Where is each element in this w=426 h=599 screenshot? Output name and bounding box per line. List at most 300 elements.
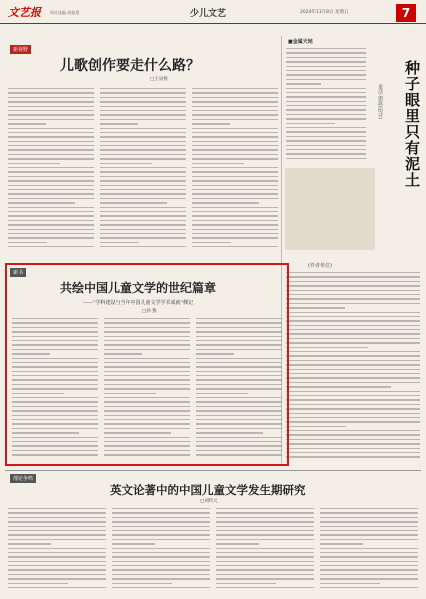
text-line xyxy=(286,153,366,154)
text-line xyxy=(104,349,190,350)
text-line xyxy=(196,423,282,424)
text-line xyxy=(8,202,75,203)
text-line xyxy=(196,428,282,429)
text-line xyxy=(192,114,278,115)
text-line xyxy=(104,384,190,385)
text-line xyxy=(196,318,282,319)
text-line xyxy=(112,534,210,535)
text-line xyxy=(8,193,94,194)
text-line xyxy=(286,382,420,383)
text-line xyxy=(286,320,420,321)
text-line xyxy=(12,327,98,328)
text-line xyxy=(8,548,106,549)
text-line xyxy=(286,338,420,339)
text-line xyxy=(286,131,366,132)
text-line xyxy=(192,185,278,186)
text-line xyxy=(196,419,282,420)
text-line xyxy=(100,185,186,186)
text-line xyxy=(104,379,190,380)
text-line xyxy=(112,521,210,522)
text-line xyxy=(104,353,142,354)
text-line xyxy=(192,145,278,146)
text-line xyxy=(104,428,190,429)
text-line xyxy=(100,110,186,111)
text-line xyxy=(286,114,366,115)
text-line xyxy=(192,202,259,203)
text-line xyxy=(112,548,210,549)
text-line xyxy=(8,556,106,557)
text-line xyxy=(320,512,418,513)
text-line xyxy=(196,336,282,337)
text-line xyxy=(320,521,418,522)
text-line xyxy=(8,565,106,566)
text-line xyxy=(112,543,155,544)
text-line xyxy=(104,327,190,328)
text-line xyxy=(8,123,46,124)
text-line xyxy=(196,437,282,438)
text-line xyxy=(100,106,186,107)
text-line xyxy=(286,145,366,146)
text-line xyxy=(12,441,98,442)
text-line xyxy=(286,426,346,427)
text-line xyxy=(12,340,98,341)
text-line xyxy=(12,322,98,323)
text-line xyxy=(192,88,278,89)
text-line xyxy=(196,366,282,367)
text-line xyxy=(8,211,94,212)
text-line xyxy=(8,128,94,129)
text-line xyxy=(100,224,186,225)
sidebar-tag: ■金属天地 xyxy=(288,39,313,45)
text-line xyxy=(196,331,282,332)
text-line xyxy=(104,441,190,442)
text-line xyxy=(286,316,420,317)
text-line xyxy=(196,384,282,385)
text-line xyxy=(100,154,186,155)
text-line xyxy=(8,198,94,199)
text-line xyxy=(196,410,282,411)
text-line xyxy=(286,439,420,440)
text-line xyxy=(8,189,94,190)
text-line xyxy=(286,105,366,106)
text-line xyxy=(216,565,314,566)
text-line xyxy=(8,583,68,584)
text-line xyxy=(104,336,190,337)
text-line xyxy=(8,92,94,93)
text-line xyxy=(216,556,314,557)
text-line xyxy=(8,154,94,155)
article1-byline: □王泉根 xyxy=(150,77,168,82)
text-line xyxy=(8,508,106,509)
text-line xyxy=(216,543,259,544)
text-line xyxy=(320,583,380,584)
text-line xyxy=(12,445,98,446)
text-line xyxy=(100,198,186,199)
text-line xyxy=(12,349,98,350)
text-line xyxy=(12,358,98,359)
text-line xyxy=(104,344,190,345)
text-line xyxy=(196,432,263,433)
text-line xyxy=(104,410,190,411)
article3-headline: 英文论著中的中国儿童文学发生期研究 xyxy=(110,483,306,497)
text-line xyxy=(12,419,98,420)
text-line xyxy=(192,171,278,172)
text-line xyxy=(286,456,420,457)
feature-column-1 xyxy=(12,318,98,460)
text-line xyxy=(12,428,98,429)
text-line xyxy=(100,246,186,247)
text-line xyxy=(286,408,420,409)
text-line xyxy=(112,539,210,540)
text-line xyxy=(112,583,172,584)
text-line xyxy=(8,237,94,238)
text-line xyxy=(100,202,167,203)
text-line xyxy=(100,97,186,98)
text-line xyxy=(196,349,282,350)
feature-tag: 新书 xyxy=(10,268,26,277)
text-line xyxy=(8,578,106,579)
text-line xyxy=(192,242,231,243)
text-line xyxy=(216,526,314,527)
text-line xyxy=(286,303,420,304)
sidebar-text-top xyxy=(286,48,366,163)
text-line xyxy=(286,298,420,299)
text-line xyxy=(216,539,314,540)
text-line xyxy=(12,318,98,319)
text-line xyxy=(196,353,234,354)
text-line xyxy=(8,534,106,535)
text-line xyxy=(286,342,420,343)
text-line xyxy=(320,539,418,540)
text-line xyxy=(286,83,321,84)
text-line xyxy=(12,371,98,372)
text-line xyxy=(8,136,94,137)
text-line xyxy=(100,189,186,190)
text-line xyxy=(286,430,420,431)
text-line xyxy=(12,415,98,416)
text-line xyxy=(196,322,282,323)
text-line xyxy=(112,512,210,513)
poem-caption: (作者单位) xyxy=(308,263,332,269)
text-line xyxy=(286,92,366,93)
text-line xyxy=(196,401,282,402)
text-line xyxy=(8,171,94,172)
text-line xyxy=(112,578,210,579)
text-line xyxy=(286,391,420,392)
text-line xyxy=(196,445,282,446)
text-line xyxy=(8,246,94,247)
text-line xyxy=(104,415,190,416)
text-line xyxy=(8,185,94,186)
text-line xyxy=(100,136,186,137)
text-line xyxy=(286,413,420,414)
text-line xyxy=(104,340,190,341)
text-line xyxy=(8,512,106,513)
article3-column-3 xyxy=(216,508,314,594)
logo-subtitle: 周社选编 周报道 xyxy=(50,10,80,15)
text-line xyxy=(286,399,420,400)
text-line xyxy=(112,526,210,527)
text-line xyxy=(100,149,186,150)
poem-box xyxy=(285,168,375,250)
text-line xyxy=(196,397,282,398)
text-line xyxy=(112,508,210,509)
text-line xyxy=(196,371,282,372)
text-line xyxy=(104,393,156,394)
feature-subtitle: ——“学科建设与当年中国儿童文学学术成就”侧记 xyxy=(83,300,194,306)
text-line xyxy=(8,101,94,102)
text-line xyxy=(8,110,94,111)
text-line xyxy=(104,388,190,389)
text-line xyxy=(8,158,94,159)
text-line xyxy=(320,556,418,557)
text-line xyxy=(216,512,314,513)
text-line xyxy=(100,114,186,115)
text-line xyxy=(12,397,98,398)
text-line xyxy=(320,548,418,549)
text-line xyxy=(320,569,418,570)
text-line xyxy=(286,421,420,422)
bottom-separator xyxy=(5,470,421,471)
text-line xyxy=(112,556,210,557)
text-line xyxy=(286,443,420,444)
text-line xyxy=(8,141,94,142)
text-line xyxy=(286,294,420,295)
text-line xyxy=(286,404,420,405)
article1-column-2 xyxy=(100,88,186,253)
text-line xyxy=(12,393,64,394)
text-line xyxy=(286,123,335,124)
text-line xyxy=(8,561,106,562)
text-line xyxy=(196,415,282,416)
text-line xyxy=(216,578,314,579)
text-line xyxy=(104,445,190,446)
text-line xyxy=(12,401,98,402)
text-line xyxy=(196,379,282,380)
text-line xyxy=(286,70,366,71)
text-line xyxy=(100,128,186,129)
text-line xyxy=(12,423,98,424)
text-line xyxy=(12,375,98,376)
text-line xyxy=(192,92,278,93)
text-line xyxy=(286,452,420,453)
text-line xyxy=(8,539,106,540)
text-line xyxy=(8,149,94,150)
text-line xyxy=(100,132,186,133)
article3-column-4 xyxy=(320,508,418,594)
text-line xyxy=(286,158,366,159)
text-line xyxy=(320,578,418,579)
text-line xyxy=(286,386,391,387)
text-line xyxy=(192,176,278,177)
text-line xyxy=(8,180,94,181)
text-line xyxy=(12,410,98,411)
text-line xyxy=(8,229,94,230)
text-line xyxy=(100,92,186,93)
text-line xyxy=(192,136,278,137)
text-line xyxy=(12,366,98,367)
text-line xyxy=(104,375,190,376)
article3-column-1 xyxy=(8,508,106,594)
text-line xyxy=(100,233,186,234)
text-line xyxy=(192,101,278,102)
text-line xyxy=(8,215,94,216)
article1-tag: 新视野 xyxy=(10,45,31,54)
feature-column-3 xyxy=(196,318,282,460)
feature-headline: 共绘中国儿童文学的世纪篇章 xyxy=(60,281,217,295)
text-line xyxy=(8,220,94,221)
text-line xyxy=(100,119,186,120)
text-line xyxy=(104,437,190,438)
text-line xyxy=(8,526,106,527)
text-line xyxy=(100,180,186,181)
text-line xyxy=(196,388,282,389)
text-line xyxy=(286,61,366,62)
text-line xyxy=(320,530,418,531)
text-line xyxy=(8,207,94,208)
text-line xyxy=(100,88,186,89)
text-line xyxy=(8,224,94,225)
text-line xyxy=(286,48,366,49)
text-line xyxy=(104,318,190,319)
text-line xyxy=(8,114,94,115)
text-line xyxy=(286,290,420,291)
text-line xyxy=(286,127,366,128)
text-line xyxy=(12,406,98,407)
text-line xyxy=(286,79,366,80)
text-line xyxy=(286,373,420,374)
text-line xyxy=(286,272,420,273)
text-line xyxy=(104,322,190,323)
article1-headline: 儿歌创作要走什么路？ xyxy=(60,58,200,74)
text-line xyxy=(320,565,418,566)
text-line xyxy=(104,423,190,424)
text-line xyxy=(8,587,106,588)
text-line xyxy=(216,569,314,570)
text-line xyxy=(100,193,186,194)
text-line xyxy=(286,377,420,378)
text-line xyxy=(192,193,278,194)
text-line xyxy=(12,336,98,337)
text-line xyxy=(286,434,420,435)
text-line xyxy=(8,569,106,570)
text-line xyxy=(286,118,366,119)
text-line xyxy=(100,242,139,243)
text-line xyxy=(104,331,190,332)
text-line xyxy=(8,530,106,531)
text-line xyxy=(286,109,366,110)
text-line xyxy=(8,106,94,107)
text-line xyxy=(196,450,282,451)
text-line xyxy=(104,362,190,363)
text-line xyxy=(12,432,79,433)
text-line xyxy=(100,158,186,159)
text-line xyxy=(100,211,186,212)
newspaper-logo: 文艺报 xyxy=(8,6,41,19)
text-line xyxy=(286,364,420,365)
text-line xyxy=(192,229,278,230)
text-line xyxy=(8,167,94,168)
text-line xyxy=(286,66,366,67)
text-line xyxy=(286,281,420,282)
text-line xyxy=(320,574,418,575)
text-line xyxy=(286,360,420,361)
text-line xyxy=(8,521,106,522)
text-line xyxy=(100,167,186,168)
text-line xyxy=(286,52,366,53)
text-line xyxy=(8,242,47,243)
text-line xyxy=(192,207,278,208)
text-line xyxy=(100,207,186,208)
feature-byline: □孙 燕 xyxy=(142,309,157,314)
text-line xyxy=(196,441,282,442)
text-line xyxy=(286,88,366,89)
text-line xyxy=(286,369,420,370)
text-line xyxy=(100,163,152,164)
text-line xyxy=(192,119,278,120)
text-line xyxy=(216,508,314,509)
text-line xyxy=(112,552,210,553)
text-line xyxy=(196,375,282,376)
text-line xyxy=(192,128,278,129)
text-line xyxy=(286,276,420,277)
text-line xyxy=(100,229,186,230)
text-line xyxy=(192,154,278,155)
feature-column-2 xyxy=(104,318,190,460)
text-line xyxy=(196,340,282,341)
text-line xyxy=(100,123,138,124)
text-line xyxy=(104,450,190,451)
text-line xyxy=(286,325,420,326)
text-line xyxy=(12,384,98,385)
text-line xyxy=(286,417,420,418)
text-line xyxy=(192,97,278,98)
text-line xyxy=(196,358,282,359)
text-line xyxy=(112,517,210,518)
text-line xyxy=(8,163,60,164)
text-line xyxy=(286,149,366,150)
text-line xyxy=(192,167,278,168)
text-line xyxy=(192,224,278,225)
text-line xyxy=(320,543,363,544)
text-line xyxy=(286,57,366,58)
text-line xyxy=(104,454,190,455)
text-line xyxy=(320,561,418,562)
article3-column-2 xyxy=(112,508,210,594)
text-line xyxy=(192,198,278,199)
text-line xyxy=(196,393,248,394)
text-line xyxy=(320,552,418,553)
text-line xyxy=(286,395,420,396)
sidebar-vertical-title: 种子眼里只有泥土 xyxy=(403,60,421,188)
article3-tag: 理论争鸣 xyxy=(10,474,36,483)
text-line xyxy=(286,312,420,313)
text-line xyxy=(216,587,314,588)
text-line xyxy=(286,307,345,308)
text-line xyxy=(196,454,282,455)
text-line xyxy=(12,362,98,363)
text-line xyxy=(100,171,186,172)
text-line xyxy=(216,521,314,522)
text-line xyxy=(100,176,186,177)
text-line xyxy=(320,534,418,535)
text-line xyxy=(12,437,98,438)
text-line xyxy=(192,132,278,133)
article1-column-3 xyxy=(192,88,278,253)
text-line xyxy=(8,145,94,146)
text-line xyxy=(320,587,418,588)
text-line xyxy=(320,517,418,518)
